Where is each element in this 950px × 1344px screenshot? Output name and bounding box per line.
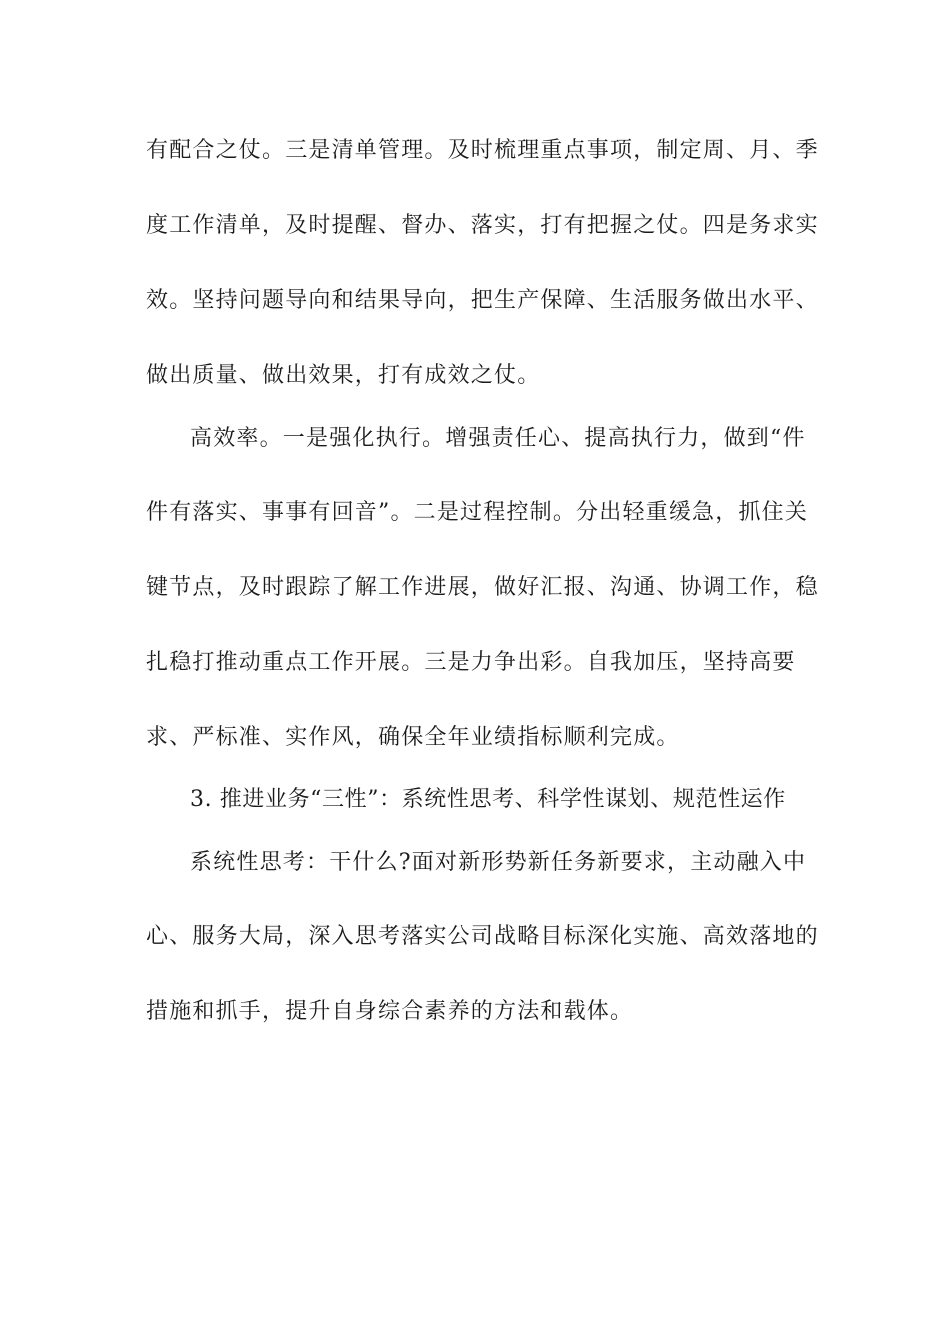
paragraph-line: 系统性思考：干什么?面对新形势新任务新要求，主动融入中: [190, 850, 807, 875]
section-heading: 3. 推进业务“三性”：系统性思考、科学性谋划、规范性运作: [190, 787, 786, 812]
paragraph-line: 心、服务大局，深入思考落实公司战略目标深化实施、高效落地的: [146, 924, 819, 949]
paragraph-line: 效。坚持问题导向和结果导向，把生产保障、生活服务做出水平、: [146, 288, 819, 313]
paragraph-line: 有配合之仗。三是清单管理。及时梳理重点事项，制定周、月、季: [146, 138, 819, 163]
paragraph-line: 措施和抓手，提升自身综合素养的方法和载体。: [146, 999, 634, 1024]
paragraph-line: 高效率。一是强化执行。增强责任心、提高执行力，做到“件: [190, 426, 806, 451]
paragraph-line: 扎稳打推动重点工作开展。三是力争出彩。自我加压，坚持高要: [146, 650, 796, 675]
paragraph-line: 度工作清单，及时提醒、督办、落实，打有把握之仗。四是务求实: [146, 213, 819, 238]
paragraph-line: 求、严标准、实作风，确保全年业绩指标顺利完成。: [146, 725, 680, 750]
paragraph-line: 件有落实、事事有回音”。二是过程控制。分出轻重缓急，抓住关: [146, 500, 809, 525]
paragraph-line: 键节点，及时跟踪了解工作进展，做好汇报、沟通、协调工作，稳: [146, 575, 819, 600]
paragraph-line: 做出质量、做出效果，打有成效之仗。: [146, 363, 541, 388]
